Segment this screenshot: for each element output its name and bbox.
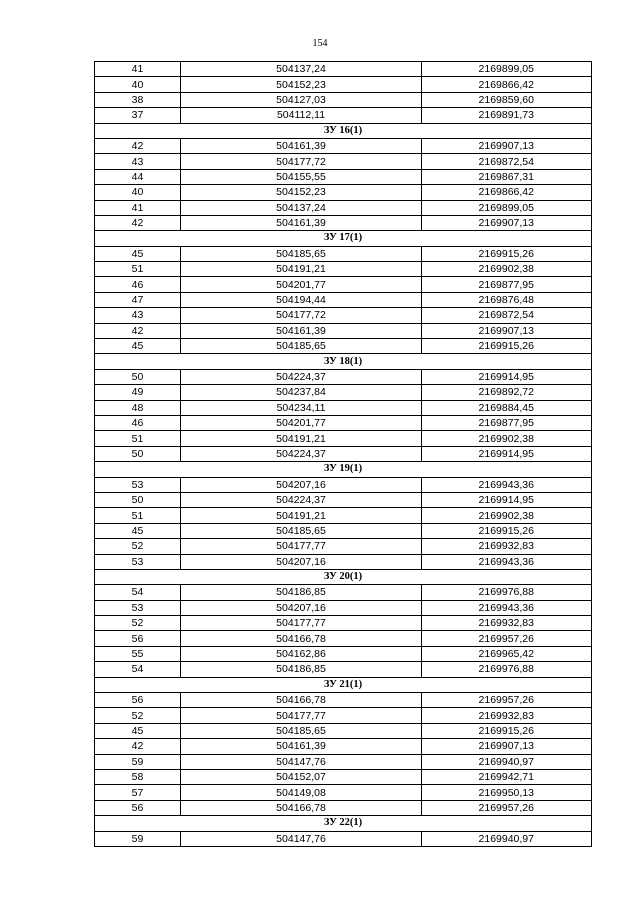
x-coordinate-cell: 504162,86 [181, 646, 422, 661]
table-row [95, 215, 592, 230]
y-coordinate-cell: 2169932,83 [422, 708, 592, 723]
point-number-cell: 43 [95, 308, 181, 323]
point-number-cell: 47 [95, 292, 181, 307]
point-number-cell: 52 [95, 539, 181, 554]
y-coordinate-cell: 2169907,13 [422, 138, 592, 153]
table-row [95, 739, 592, 754]
section-header-row [95, 231, 592, 246]
y-coordinate-cell: 2169907,13 [422, 323, 592, 338]
table-row [95, 800, 592, 815]
table-row [95, 708, 592, 723]
x-coordinate-cell: 504177,77 [181, 539, 422, 554]
table-row [95, 385, 592, 400]
y-coordinate-cell: 2169957,26 [422, 693, 592, 708]
y-coordinate-cell: 2169915,26 [422, 723, 592, 738]
x-coordinate-cell: 504161,39 [181, 215, 422, 230]
point-number-cell: 42 [95, 138, 181, 153]
y-coordinate-cell: 2169915,26 [422, 246, 592, 261]
table-row [95, 92, 592, 107]
table-row [95, 308, 592, 323]
y-coordinate-cell: 2169943,36 [422, 554, 592, 569]
coordinates-table-body [95, 62, 592, 847]
section-header-row [95, 123, 592, 138]
x-coordinate-cell: 504201,77 [181, 415, 422, 430]
section-header-row [95, 816, 592, 831]
x-coordinate-cell: 504161,39 [181, 323, 422, 338]
section-header-row [95, 462, 592, 477]
y-coordinate-cell: 2169957,26 [422, 631, 592, 646]
x-coordinate-cell: 504166,78 [181, 800, 422, 815]
point-number-cell: 41 [95, 200, 181, 215]
y-coordinate-cell: 2169866,42 [422, 77, 592, 92]
x-coordinate-cell: 504207,16 [181, 554, 422, 569]
y-coordinate-cell: 2169914,95 [422, 492, 592, 507]
x-coordinate-cell: 504186,85 [181, 662, 422, 677]
x-coordinate-cell: 504177,77 [181, 616, 422, 631]
x-coordinate-cell: 504191,21 [181, 508, 422, 523]
y-coordinate-cell: 2169943,36 [422, 600, 592, 615]
table-row [95, 539, 592, 554]
table-row [95, 246, 592, 261]
y-coordinate-cell: 2169891,73 [422, 108, 592, 123]
x-coordinate-cell: 504152,23 [181, 77, 422, 92]
point-number-cell: 51 [95, 508, 181, 523]
y-coordinate-cell: 2169872,54 [422, 308, 592, 323]
point-number-cell: 52 [95, 616, 181, 631]
point-number-cell: 48 [95, 400, 181, 415]
table-row [95, 477, 592, 492]
point-number-cell: 43 [95, 154, 181, 169]
section-header-row [95, 569, 592, 584]
y-coordinate-cell: 2169943,36 [422, 477, 592, 492]
y-coordinate-cell: 2169940,97 [422, 754, 592, 769]
table-row [95, 108, 592, 123]
x-coordinate-cell: 504147,76 [181, 831, 422, 846]
section-title: ЗУ 20(1) [95, 569, 592, 584]
y-coordinate-cell: 2169902,38 [422, 262, 592, 277]
y-coordinate-cell: 2169884,45 [422, 400, 592, 415]
table-row [95, 693, 592, 708]
point-number-cell: 56 [95, 693, 181, 708]
y-coordinate-cell: 2169907,13 [422, 739, 592, 754]
section-title: ЗУ 22(1) [95, 816, 592, 831]
x-coordinate-cell: 504161,39 [181, 138, 422, 153]
table-row [95, 323, 592, 338]
y-coordinate-cell: 2169899,05 [422, 62, 592, 77]
point-number-cell: 51 [95, 262, 181, 277]
x-coordinate-cell: 504185,65 [181, 246, 422, 261]
x-coordinate-cell: 504185,65 [181, 523, 422, 538]
table-row [95, 262, 592, 277]
table-row [95, 277, 592, 292]
x-coordinate-cell: 504185,65 [181, 723, 422, 738]
y-coordinate-cell: 2169965,42 [422, 646, 592, 661]
x-coordinate-cell: 504166,78 [181, 631, 422, 646]
x-coordinate-cell: 504152,07 [181, 769, 422, 784]
x-coordinate-cell: 504201,77 [181, 277, 422, 292]
y-coordinate-cell: 2169902,38 [422, 508, 592, 523]
x-coordinate-cell: 504186,85 [181, 585, 422, 600]
y-coordinate-cell: 2169940,97 [422, 831, 592, 846]
x-coordinate-cell: 504149,08 [181, 785, 422, 800]
table-row [95, 77, 592, 92]
x-coordinate-cell: 504147,76 [181, 754, 422, 769]
y-coordinate-cell: 2169914,95 [422, 369, 592, 384]
table-row [95, 400, 592, 415]
y-coordinate-cell: 2169892,72 [422, 385, 592, 400]
x-coordinate-cell: 504152,23 [181, 185, 422, 200]
y-coordinate-cell: 2169907,13 [422, 215, 592, 230]
point-number-cell: 55 [95, 646, 181, 661]
point-number-cell: 46 [95, 277, 181, 292]
y-coordinate-cell: 2169915,26 [422, 523, 592, 538]
point-number-cell: 56 [95, 631, 181, 646]
x-coordinate-cell: 504177,72 [181, 308, 422, 323]
point-number-cell: 45 [95, 523, 181, 538]
x-coordinate-cell: 504155,55 [181, 169, 422, 184]
section-header-row [95, 354, 592, 369]
x-coordinate-cell: 504224,37 [181, 492, 422, 507]
x-coordinate-cell: 504137,24 [181, 62, 422, 77]
y-coordinate-cell: 2169915,26 [422, 339, 592, 354]
y-coordinate-cell: 2169902,38 [422, 431, 592, 446]
x-coordinate-cell: 504177,77 [181, 708, 422, 723]
table-row [95, 754, 592, 769]
point-number-cell: 45 [95, 339, 181, 354]
point-number-cell: 50 [95, 369, 181, 384]
x-coordinate-cell: 504177,72 [181, 154, 422, 169]
y-coordinate-cell: 2169932,83 [422, 539, 592, 554]
point-number-cell: 53 [95, 600, 181, 615]
y-coordinate-cell: 2169976,88 [422, 585, 592, 600]
y-coordinate-cell: 2169872,54 [422, 154, 592, 169]
point-number-cell: 41 [95, 62, 181, 77]
point-number-cell: 53 [95, 477, 181, 492]
section-title: ЗУ 19(1) [95, 462, 592, 477]
table-row [95, 200, 592, 215]
point-number-cell: 46 [95, 415, 181, 430]
x-coordinate-cell: 504137,24 [181, 200, 422, 215]
x-coordinate-cell: 504224,37 [181, 369, 422, 384]
y-coordinate-cell: 2169866,42 [422, 185, 592, 200]
point-number-cell: 40 [95, 77, 181, 92]
point-number-cell: 50 [95, 492, 181, 507]
table-row [95, 339, 592, 354]
y-coordinate-cell: 2169867,31 [422, 169, 592, 184]
point-number-cell: 42 [95, 215, 181, 230]
table-row [95, 369, 592, 384]
y-coordinate-cell: 2169950,13 [422, 785, 592, 800]
point-number-cell: 49 [95, 385, 181, 400]
point-number-cell: 44 [95, 169, 181, 184]
y-coordinate-cell: 2169899,05 [422, 200, 592, 215]
point-number-cell: 59 [95, 754, 181, 769]
table-row [95, 415, 592, 430]
x-coordinate-cell: 504207,16 [181, 600, 422, 615]
x-coordinate-cell: 504234,11 [181, 400, 422, 415]
point-number-cell: 54 [95, 662, 181, 677]
y-coordinate-cell: 2169859,60 [422, 92, 592, 107]
x-coordinate-cell: 504191,21 [181, 431, 422, 446]
table-row [95, 62, 592, 77]
x-coordinate-cell: 504194,44 [181, 292, 422, 307]
section-title: ЗУ 18(1) [95, 354, 592, 369]
table-row [95, 169, 592, 184]
point-number-cell: 37 [95, 108, 181, 123]
table-row [95, 646, 592, 661]
table-row [95, 585, 592, 600]
x-coordinate-cell: 504237,84 [181, 385, 422, 400]
x-coordinate-cell: 504191,21 [181, 262, 422, 277]
y-coordinate-cell: 2169877,95 [422, 415, 592, 430]
point-number-cell: 53 [95, 554, 181, 569]
y-coordinate-cell: 2169876,48 [422, 292, 592, 307]
x-coordinate-cell: 504166,78 [181, 693, 422, 708]
point-number-cell: 51 [95, 431, 181, 446]
section-title: ЗУ 16(1) [95, 123, 592, 138]
y-coordinate-cell: 2169942,71 [422, 769, 592, 784]
section-header-row [95, 677, 592, 692]
y-coordinate-cell: 2169976,88 [422, 662, 592, 677]
x-coordinate-cell: 504161,39 [181, 739, 422, 754]
point-number-cell: 56 [95, 800, 181, 815]
table-row [95, 831, 592, 846]
point-number-cell: 59 [95, 831, 181, 846]
coordinates-table [94, 61, 592, 847]
table-row [95, 631, 592, 646]
point-number-cell: 50 [95, 446, 181, 461]
table-row [95, 554, 592, 569]
point-number-cell: 38 [95, 92, 181, 107]
point-number-cell: 52 [95, 708, 181, 723]
section-title: ЗУ 21(1) [95, 677, 592, 692]
table-row [95, 446, 592, 461]
table-row [95, 616, 592, 631]
y-coordinate-cell: 2169914,95 [422, 446, 592, 461]
point-number-cell: 54 [95, 585, 181, 600]
table-row [95, 431, 592, 446]
x-coordinate-cell: 504112,11 [181, 108, 422, 123]
point-number-cell: 45 [95, 723, 181, 738]
point-number-cell: 40 [95, 185, 181, 200]
point-number-cell: 58 [95, 769, 181, 784]
point-number-cell: 42 [95, 323, 181, 338]
x-coordinate-cell: 504185,65 [181, 339, 422, 354]
point-number-cell: 42 [95, 739, 181, 754]
table-row [95, 600, 592, 615]
page-number: 154 [312, 38, 328, 49]
table-row [95, 723, 592, 738]
table-row [95, 138, 592, 153]
table-row [95, 292, 592, 307]
x-coordinate-cell: 504224,37 [181, 446, 422, 461]
section-title: ЗУ 17(1) [95, 231, 592, 246]
table-row [95, 508, 592, 523]
table-row [95, 523, 592, 538]
y-coordinate-cell: 2169957,26 [422, 800, 592, 815]
table-row [95, 769, 592, 784]
table-row [95, 662, 592, 677]
y-coordinate-cell: 2169932,83 [422, 616, 592, 631]
table-row [95, 492, 592, 507]
table-row [95, 154, 592, 169]
point-number-cell: 57 [95, 785, 181, 800]
point-number-cell: 45 [95, 246, 181, 261]
x-coordinate-cell: 504207,16 [181, 477, 422, 492]
table-row [95, 785, 592, 800]
table-row [95, 185, 592, 200]
x-coordinate-cell: 504127,03 [181, 92, 422, 107]
y-coordinate-cell: 2169877,95 [422, 277, 592, 292]
